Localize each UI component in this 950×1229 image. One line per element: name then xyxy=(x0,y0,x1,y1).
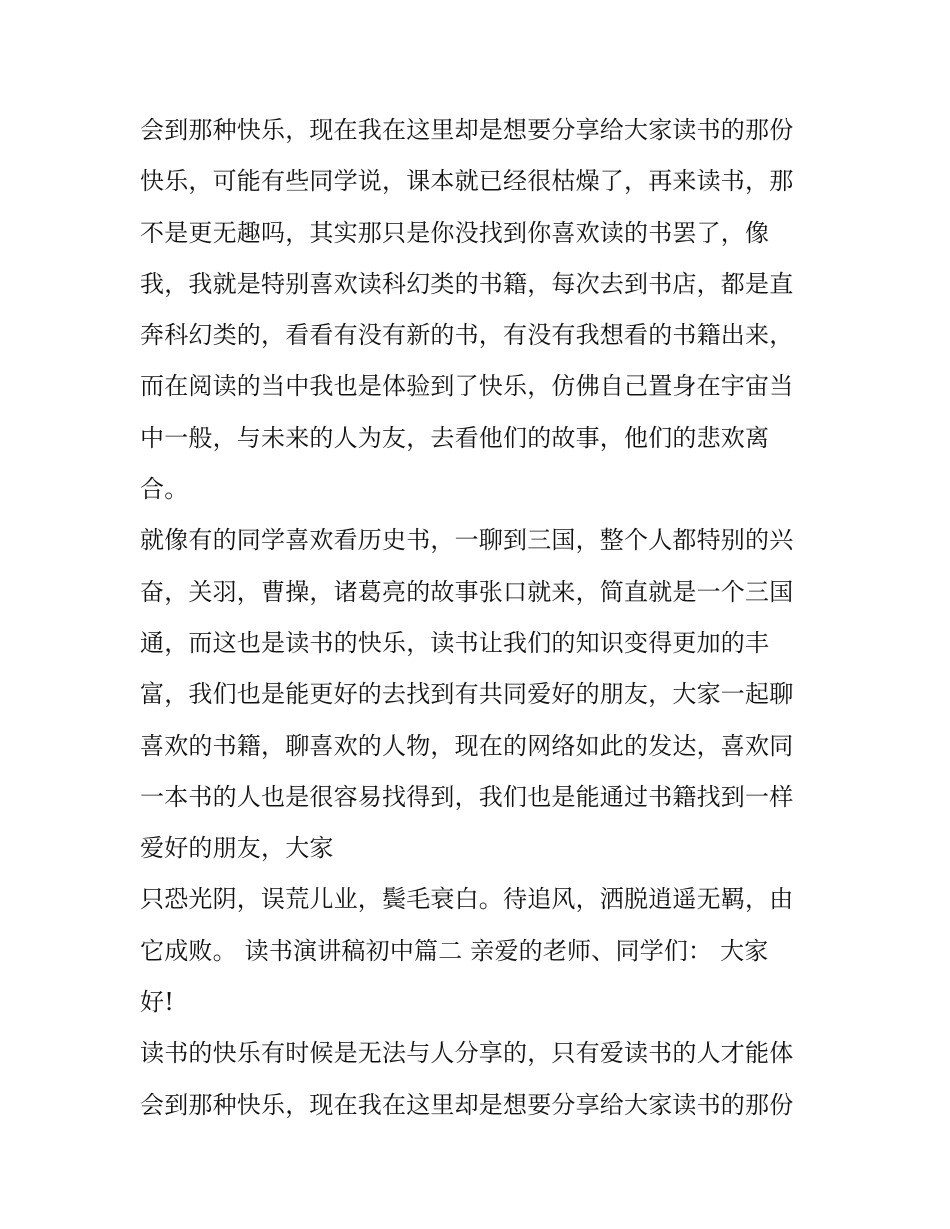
body-text xyxy=(140,105,820,1131)
text-line: 读书的快乐有时候是无法与人分享的，只有爱读书的人才能体 xyxy=(140,1039,794,1068)
text-line: 好! xyxy=(140,988,175,1017)
text-line: 奋，关羽，曹操，诸葛亮的故事张口就来，简直就是一个三国 xyxy=(140,577,794,606)
text-line: 我，我就是特别喜欢读科幻类的书籍，每次去到书店，都是直 xyxy=(140,269,794,298)
text-line: 快乐，可能有些同学说，课本就已经很枯燥了，再来读书，那 xyxy=(140,167,794,196)
text-line: 只恐光阴，误荒儿业，鬓毛衰白。待追风，洒脱逍遥无羁，由 xyxy=(140,885,794,914)
text-line: 就像有的同学喜欢看历史书，一聊到三国，整个人都特别的兴 xyxy=(140,526,794,555)
text-line: 它成败。 读书演讲稿初中篇二 亲爱的老师、同学们： 大家 xyxy=(140,936,769,965)
text-line: 不是更无趣吗，其实那只是你没找到你喜欢读的书罢了，像 xyxy=(140,218,770,247)
text-line: 爱好的朋友，大家 xyxy=(140,834,334,863)
text-line: 通，而这也是读书的快乐，读书让我们的知识变得更加的丰 xyxy=(140,628,770,657)
text-line: 富，我们也是能更好的去找到有共同爱好的朋友，大家一起聊 xyxy=(140,680,794,709)
text-line: 喜欢的书籍，聊喜欢的人物，现在的网络如此的发达，喜欢同 xyxy=(140,731,794,760)
text-line: 中一般，与未来的人为友，去看他们的故事，他们的悲欢离 xyxy=(140,423,770,452)
text-line: 奔科幻类的，看看有没有新的书，有没有我想看的书籍出来， xyxy=(140,321,794,350)
text-line: 会到那种快乐，现在我在这里却是想要分享给大家读书的那份 xyxy=(140,1090,794,1119)
text-line: 一本书的人也是很容易找得到，我们也是能通过书籍找到一样 xyxy=(140,782,794,811)
text-line: 而在阅读的当中我也是体验到了快乐，仿佛自己置身在宇宙当 xyxy=(140,372,794,401)
text-line: 会到那种快乐，现在我在这里却是想要分享给大家读书的那份 xyxy=(140,116,794,144)
text-line: 合。 xyxy=(140,475,189,504)
